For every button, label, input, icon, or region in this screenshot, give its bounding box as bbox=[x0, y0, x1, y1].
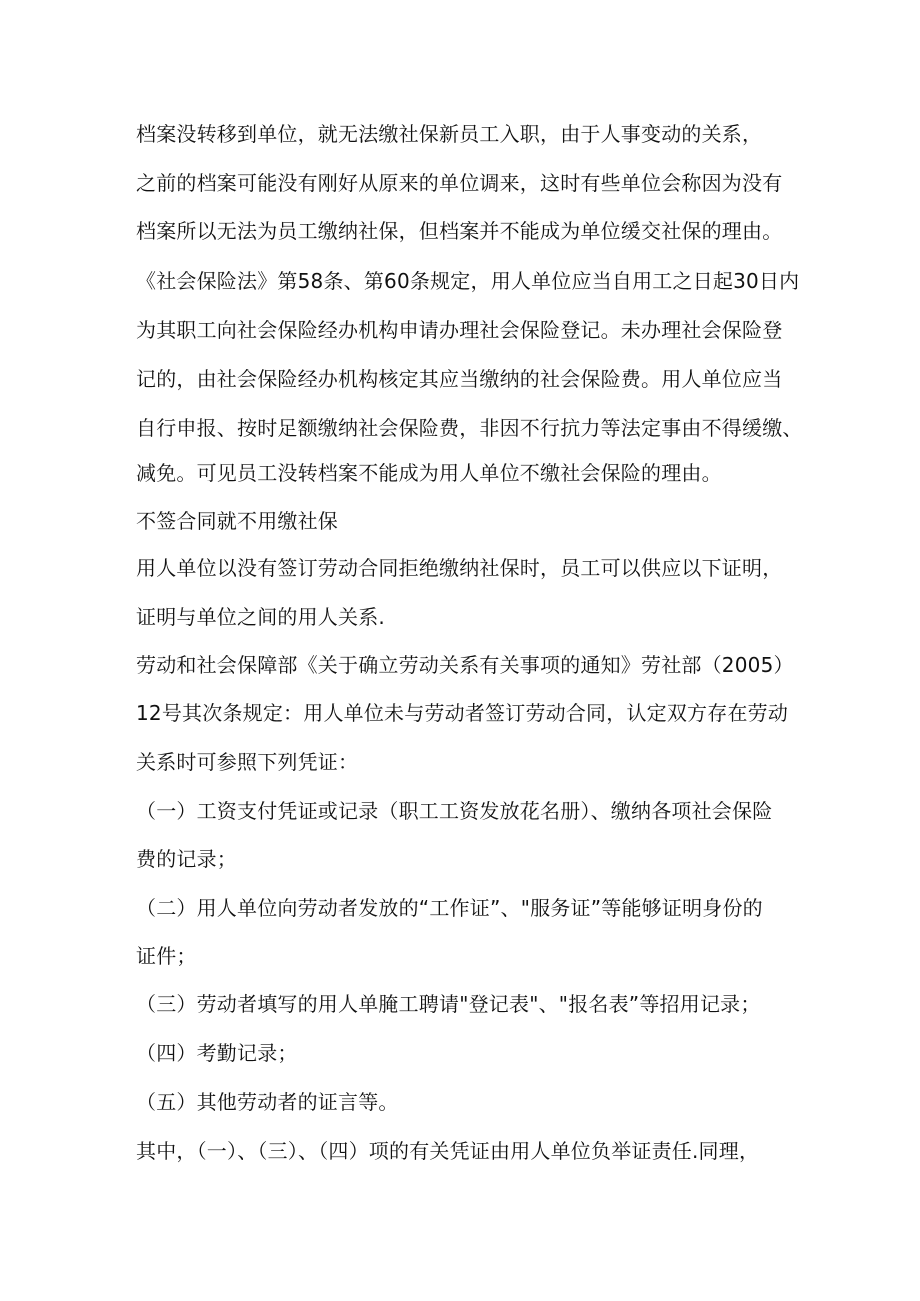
list-item-line: （二）用人单位向劳动者发放的“工作证”、"服务证”等能够证明身份的 bbox=[136, 896, 763, 920]
body-text-line: 关系时可参照下列凭证： bbox=[136, 750, 359, 774]
list-item-line: （五）其他劳动者的证言等。 bbox=[136, 1090, 399, 1114]
body-text-line: 用人单位以没有签订劳动合同拒绝缴纳社保时，员工可以供应以下证明， bbox=[136, 556, 783, 580]
body-text-line: 《社会保险法》第58条、第60条规定，用人单位应当自用工之日起30日内 bbox=[136, 269, 800, 293]
body-text-line: 档案没转移到单位，就无法缴社保新员工入职，由于人事变动的关系， bbox=[136, 122, 763, 146]
body-text-line: 12号其次条规定：用人单位未与劳动者签订劳动合同，认定双方存在劳动 bbox=[136, 701, 789, 725]
body-text-line: 减免。可见员工没转档案不能成为用人单位不缴社会保险的理由。 bbox=[136, 461, 722, 485]
body-text-line: 记的，由社会保险经办机构核定其应当缴纳的社会保险费。用人单位应当 bbox=[136, 367, 783, 391]
section-heading: 不签合同就不用缴社保 bbox=[136, 509, 338, 533]
list-item-line: （一）工资支付凭证或记录（职工工资发放花名册）、缴纳各项社会保险 bbox=[136, 799, 773, 823]
list-item-line: 证件； bbox=[136, 944, 197, 968]
list-item-line: （四）考勤记录； bbox=[136, 1041, 298, 1065]
list-item-line: （三）劳动者填写的用人单腌工聘请"登记表"、"报名表”等招用记录； bbox=[136, 992, 761, 1016]
body-text-line: 其中，（一）、（三）、（四）项的有关凭证由用人单位负举证责任.同理， bbox=[136, 1139, 760, 1163]
body-text-line: 证明与单位之间的用人关系. bbox=[136, 605, 385, 629]
body-text-line: 档案所以无法为员工缴纳社保，但档案并不能成为单位缓交社保的理由。 bbox=[136, 219, 783, 243]
list-item-line: 费的记录； bbox=[136, 847, 237, 871]
body-text-line: 之前的档案可能没有刚好从原来的单位调来，这时有些单位会称因为没有 bbox=[136, 171, 783, 195]
body-text-line: 自行申报、按时足额缴纳社会保险费，非因不行抗力等法定事由不得缓缴、 bbox=[136, 416, 803, 440]
body-text-line: 劳动和社会保障部《关于确立劳动关系有关事项的通知》劳社部（2005） bbox=[136, 653, 794, 677]
body-text-line: 为其职工向社会保险经办机构申请办理社会保险登记。未办理社会保险登 bbox=[136, 318, 783, 342]
